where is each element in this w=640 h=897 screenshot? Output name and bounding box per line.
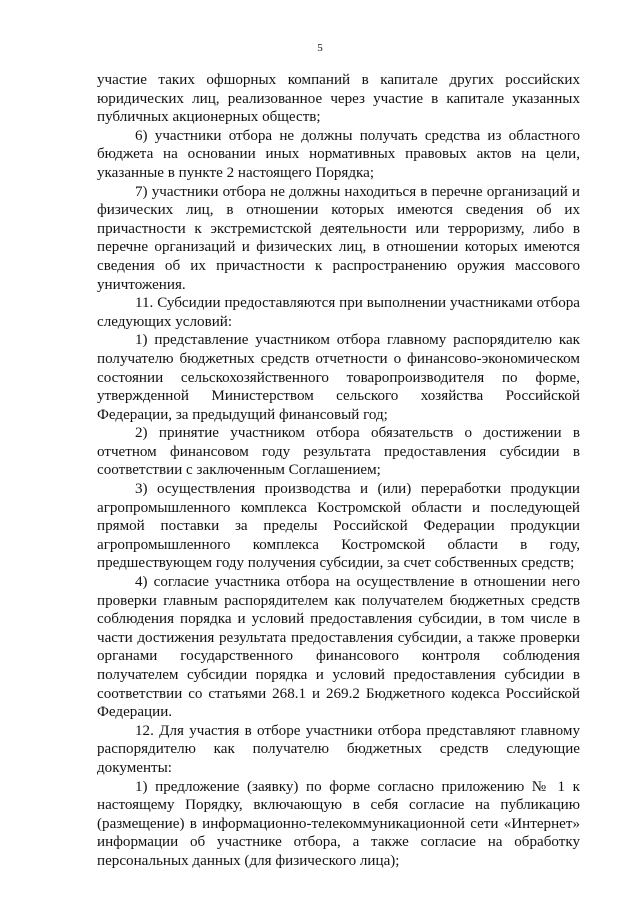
document-body [97,71,580,871]
paragraph: 7) участники отбора не должны находиться в перечне организаций и физических лиц, в отношении которых имеются сведения об их причастности к экстремистской деятельности или терроризму, либо в перечне организаций и физических лиц, в отношении которых имеются сведения об их причастности к распространению оружия массового уничтожения. [97,183,580,293]
paragraph: 6) участники отбора не должны получать средства из областного бюджета на основании иных нормативных правовых актов на цели, указанные в пункте 2 настоящего Порядка; [97,127,580,181]
paragraph: 4) согласие участника отбора на осуществление в отношении него проверки главным распорядителем как получателем бюджетных средств соблюдения порядка и условий предоставления субсидии, в том числе в части достижения результата предоставления субсидии, а также проверки органами государственного финансового контроля соблюдения получателем субсидии порядка и условий предоставления субсидии в соответствии со статьями 268.1 и 269.2 Бюджетного кодекса Российской Федерации. [97,574,580,721]
paragraph: участие таких офшорных компаний в капитале других российских юридических лиц, реализованное через участие в капитале указанных публичных акционерных обществ; [97,72,580,126]
paragraph: 12. Для участия в отборе участники отбора представляют главному распорядителю как получателю бюджетных средств следующие документы: [97,722,580,776]
paragraph: 2) принятие участником отбора обязательств о достижении в отчетном финансовом году результата предоставления субсидии в соответствии с заключенным Соглашением; [97,425,580,479]
paragraph: 1) представление участником отбора главному распорядителю как получателю бюджетных средств отчетности о финансово-экономическом состоянии сельскохозяйственного товаропроизводителя по форме, утвержденной Министерством сельского хозяйства Российской Федерации, за предыдущий финансовый год; [97,332,580,423]
paragraph: 11. Субсидии предоставляются при выполнении участниками отбора следующих условий: [97,295,580,330]
paragraph: 3) осуществления производства и (или) переработки продукции агропромышленного комплекса Костромской области и последующей прямой поставки за пределы Российской Федерации продукции агропромышленного комплекса Костромской области в году, предшествующем году получения субсидии, за счет собственных средств; [97,481,580,572]
page-number: 5 [317,42,323,54]
paragraph: 1) предложение (заявку) по форме согласно приложению № 1 к настоящему Порядку, включающую в себя согласие на публикацию (размещение) в информационно-телекоммуникационной сети «Интернет» информации об участнике отбора, а также согласие на обработку персональных данных (для физического лица); [97,778,580,869]
